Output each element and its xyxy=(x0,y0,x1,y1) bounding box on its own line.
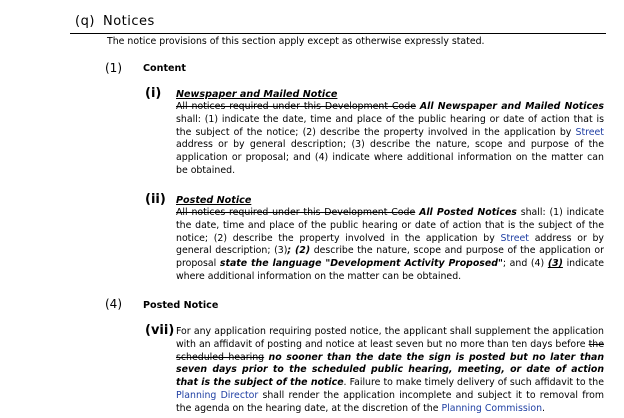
inserted-text: All Posted Notices xyxy=(419,207,517,218)
inserted-text: state the language "Development Activity Proposed" xyxy=(219,258,503,270)
paragraph-affidavit xyxy=(176,326,604,416)
planning-commission-link[interactable]: Planning Commission xyxy=(441,402,543,414)
item-title-newspaper: Newspaper and Mailed Notice xyxy=(176,89,338,100)
section-title: Notices xyxy=(103,14,155,29)
paragraph-posted-notice xyxy=(176,207,604,284)
body-text: indicate where additional information on the matter can be obtained. xyxy=(176,258,605,282)
item-roman-i: (i) xyxy=(145,86,162,101)
street-link[interactable]: Street xyxy=(500,232,529,244)
item-title-posted: Posted Notice xyxy=(176,195,252,206)
body-text: For any application requiring posted notice, the applicant shall supplement the application with an affidavit of posting and notice at least seven but no more than ten days before xyxy=(176,326,604,350)
paragraph-newspaper-notice xyxy=(176,101,604,178)
body-text: shall: (1) indicate the date, time and place of the public hearing or date of action that is the subject of the notice; (2) describe the property involved in the application by xyxy=(176,207,605,244)
subsection-number-1: (1) xyxy=(105,61,122,75)
body-text: describe the nature, scope and purpose of the application or proposal xyxy=(176,245,604,270)
subsection-number-4: (4) xyxy=(105,297,122,311)
struck-text: All notices required under this Development Code xyxy=(176,207,416,218)
body-text: address or by general description; (3) xyxy=(176,232,604,257)
section-label: (q) xyxy=(75,14,95,29)
struck-text: the scheduled hearing xyxy=(176,338,605,363)
body-text: ; and (4) xyxy=(502,258,545,270)
body-text: shall: (1) indicate the date, time and place of the public hearing or date of action that is the subject of the notice; (2) describe the property involved in the application by xyxy=(176,113,604,138)
item-roman-vii: (vii) xyxy=(145,323,175,338)
body-text: address or by general description; (3) describe the nature, scope and purpose of the application or proposal; and (4) indicate where additional information on the matter can be obtained. xyxy=(176,139,604,176)
subsection-heading-posted-notice: Posted Notice xyxy=(143,300,219,311)
inserted-text: no sooner than the date the sign is posted but no later than seven days prior to the scheduled public hearing, meeting, or date of action that is the subject of the notice xyxy=(176,351,604,389)
item-roman-ii: (ii) xyxy=(145,192,166,207)
body-text: . xyxy=(542,402,546,414)
street-link[interactable]: Street xyxy=(575,126,604,138)
body-text: . Failure to make timely delivery of such affidavit to the xyxy=(343,377,604,389)
inserted-text: (3) xyxy=(547,258,563,270)
struck-text: All notices required under this Development Code xyxy=(176,101,416,112)
subsection-heading-content: Content xyxy=(143,63,186,74)
body-text: shall render the application incomplete and subject it to removal from the agenda on the hearing date, at the discretion of the xyxy=(176,389,605,414)
inserted-text: ; (2) xyxy=(287,245,311,257)
planning-director-link[interactable]: Planning Director xyxy=(176,389,259,401)
section-intro: The notice provisions of this section apply except as otherwise expressly stated. xyxy=(107,36,485,47)
header-rule xyxy=(70,33,606,34)
inserted-text: All Newspaper and Mailed Notices xyxy=(419,101,604,112)
